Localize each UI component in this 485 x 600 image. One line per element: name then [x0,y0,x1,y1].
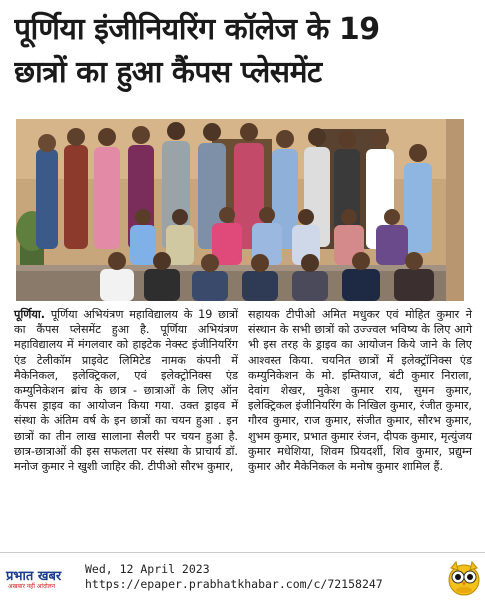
clipping-meta [85,562,383,592]
article-dateline: पूर्णिया. [14,308,45,321]
owl-icon-graphic [447,560,481,596]
article-column-2 [248,307,472,543]
article-column-2-text: सहायक टीपीओ अमित मधुकर एवं मोहित कुमार ने संस्थान के सभी छात्रों को उज्ज्वल भविष्य के लिए आगे भी इस तरह के ड्राइव का आयोजन किये जाने के लिए आश्वस्त किया. चयनित छात्रों में इलेक्ट्रॉनिक्स एंड कम्युनिकेशन के मो. इम्तियाज, बंटी कुमार निराला, देवांग शेखर, मुकेश कुमार राय, सुमन कुमार, इलेक्ट्रिकल इंजीनियरिंग के निखिल कुमार, रंजीत कुमार, गौरव कुमार, राज कुमार, संजीत कुमार, सौरभ कुमार, शुभम कुमार, प्रभात कुमार रंजन, दीपक कुमार, मृत्युंजय कुमार मधेशिया, शिवम प्रियदर्शी, शिव कुमार, प्रद्युम्न कुमार और मैकेनिकल के मनोष कुमार शामिल हैं. [248,308,472,474]
footer-divider [0,552,485,553]
epaper-footer [0,556,485,599]
article-column-1-text: पूर्णिया अभियंत्रण महाविद्यालय के 19 छात्रों का कैंपस प्लेसमेंट हुआ है. पूर्णिया अभियंत्रण महाविद्यालय में मंगलवार को हाइटेक नेक्स्ट इंजीनियरिंग एंड टेलीकॉम प्राइवेट लिमिटेड नामक कंपनी में मैकेनिकल, इलेक्ट्रिकल, एवं इलेक्ट्रोनिक्स एंड कम्युनिकेशन ब्रांच के छात्र - छात्राओं के लिए ऑन कैंपस ड्राइव का आयोजन किया गया. उक्त ड्राइव में संस्था के अंतिम वर्ष के इन छात्रों का चयन हुआ . इन छात्रों का तीन लाख सालाना सैलरी पर चयन हुआ है. छात्र-छात्राओं की इस सफलता पर संस्था के प्राचार्य डॉ. मनोज कुमार ने खुशी जाहिर की. टीपीओ सौरभ कुमार, [14,308,238,474]
article-column-1 [14,307,238,543]
article-body [14,307,472,543]
edition-date: Wed, 12 April 2023 [85,562,210,576]
group-photo [16,119,464,301]
logo-text: प्रभात खबर [6,569,62,584]
owl-icon[interactable] [447,560,481,596]
article-headline [14,8,474,94]
prabhat-khabar-logo[interactable] [6,566,78,594]
logo-tagline: अखबार नहीं आंदोलन [8,583,56,590]
headline-line-1: पूर्णिया इंजीनियरिंग कॉलेज के 19 [14,12,380,47]
group-photo-illustration [16,119,464,301]
headline-line-2: छात्रों का हुआ कैंपस प्लेसमेंट [14,55,322,90]
clipping-url[interactable]: https://epaper.prabhatkhabar.com/c/72158247 [85,577,383,591]
